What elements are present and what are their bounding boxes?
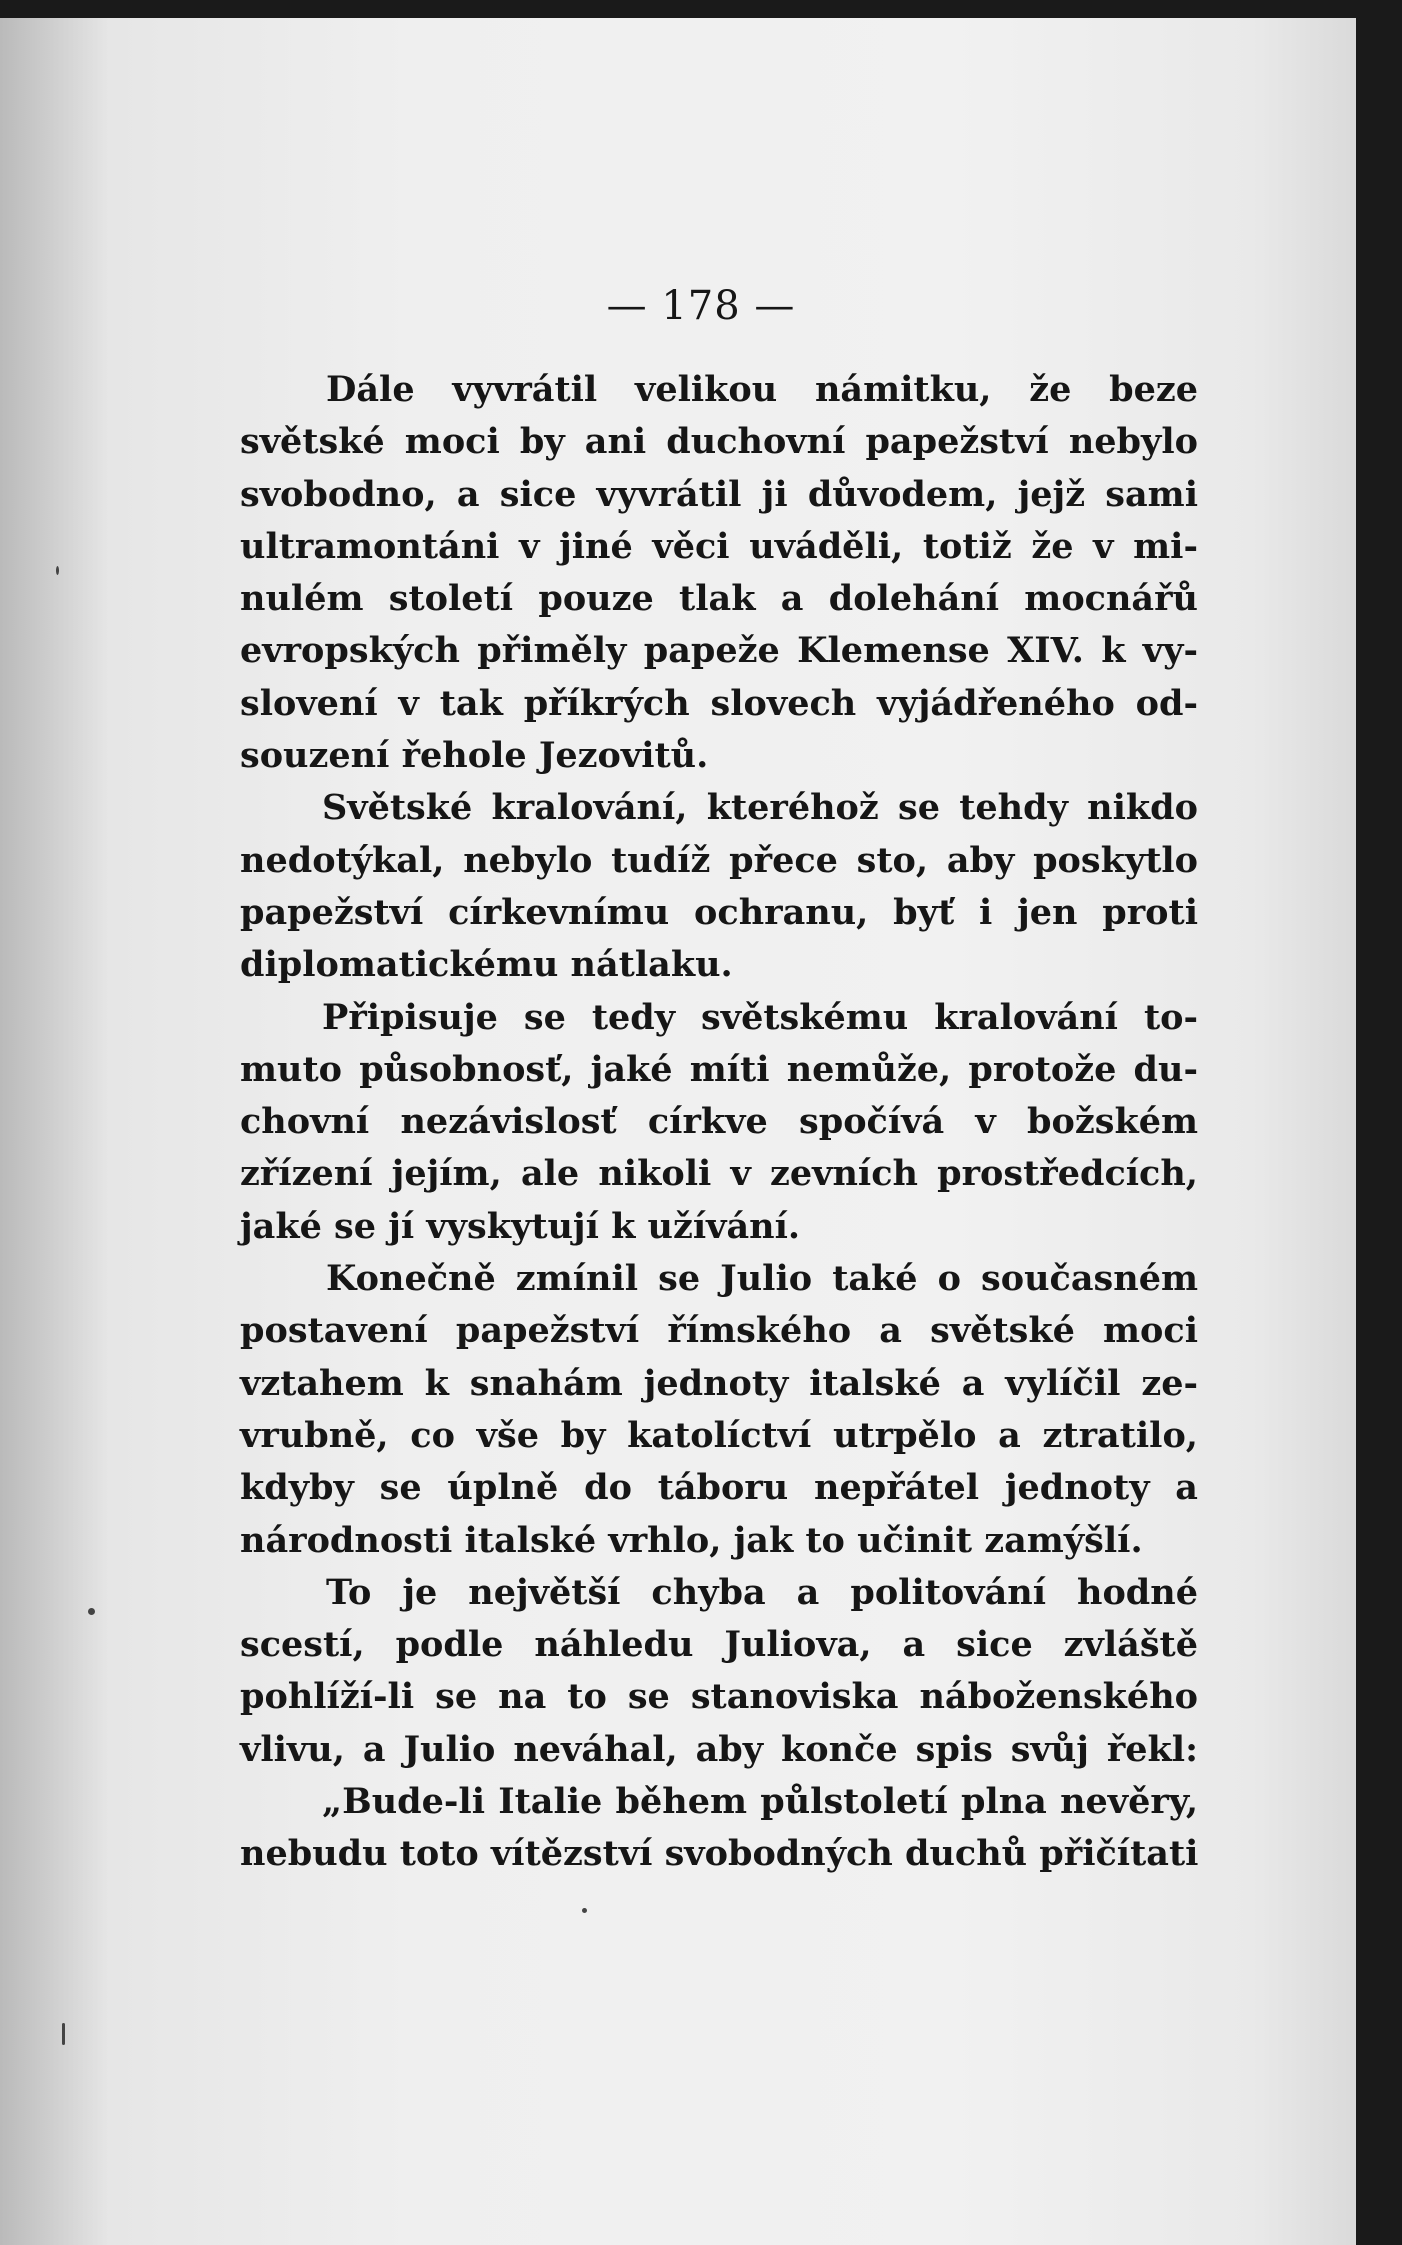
text-line: To je největší chyba a politování hodné (326, 1571, 1198, 1613)
scan-speck (62, 2023, 65, 2045)
text-line: nebudu toto vítězství svobodných duchů přičítati (240, 1833, 1199, 1875)
text-line: světské moci by ani duchovní papežství nebylo (240, 421, 1198, 463)
text-line: nedotýkal, nebylo tudíž přece sto, aby poskytlo (240, 839, 1198, 881)
text-line: muto působnosť, jaké míti nemůže, protože du- (240, 1048, 1198, 1090)
scan-speck (582, 1908, 587, 1913)
text-line: papežství církevnímu ochranu, byť i jen proti (240, 891, 1198, 933)
scan-speck (56, 566, 59, 575)
text-line: vlivu, a Julio neváhal, aby konče spis svůj řekl: (240, 1728, 1198, 1770)
text-line: jaké se jí vyskytují k užívání. (240, 1205, 801, 1247)
text-line: kdyby se úplně do táboru nepřátel jednoty a (240, 1467, 1198, 1509)
text-line: zřízení jejím, ale nikoli v zevních prostředcích, (240, 1153, 1198, 1195)
book-page (0, 18, 1362, 2245)
page-right-border (1356, 18, 1362, 2245)
text-line: ultramontáni v jiné věci uváděli, totiž že v mi- (240, 525, 1198, 567)
text-line: národnosti italské vrhlo, jak to učinit zamýšlí. (240, 1519, 1143, 1561)
text-line: evropských přiměly papeže Klemense XIV. k vy- (240, 630, 1198, 672)
text-line: „Bude-li Italie během půlstoletí plna nevěry, (322, 1781, 1198, 1823)
text-line: scestí, podle náhledu Juliova, a sice zvláště (240, 1624, 1198, 1666)
text-line: chovní nezávislosť církve spočívá v božském (240, 1101, 1198, 1143)
text-line: pohlíží-li se na to se stanoviska náboženského (240, 1676, 1198, 1718)
text-line: postavení papežství římského a světské moci (240, 1310, 1198, 1352)
text-line: diplomatickému nátlaku. (240, 944, 733, 986)
text-line: vrubně, co vše by katolíctví utrpělo a ztratilo, (240, 1414, 1198, 1456)
text-line: vztahem k snahám jednoty italské a vylíčil ze- (240, 1362, 1198, 1404)
text-line: nulém století pouze tlak a dolehání mocnářů (240, 578, 1198, 620)
text-line: souzení řehole Jezovitů. (240, 735, 709, 777)
text-line: Dále vyvrátil velikou námitku, že beze (326, 369, 1198, 410)
scan-speck (88, 1608, 95, 1615)
text-line: Připisuje se tedy světskému kralování to- (322, 996, 1198, 1038)
text-line: Konečně zmínil se Julio také o současném (326, 1258, 1198, 1300)
page-number: — 178 — (606, 283, 796, 329)
text-line: slovení v tak příkrých slovech vyjádřeného od- (240, 682, 1198, 724)
text-line: Světské kralování, kteréhož se tehdy nikdo (322, 787, 1198, 829)
text-line: svobodno, a sice vyvrátil ji důvodem, jejž sami (240, 473, 1198, 515)
body-text (240, 364, 1198, 1881)
page-edge-shadow (0, 18, 110, 2245)
